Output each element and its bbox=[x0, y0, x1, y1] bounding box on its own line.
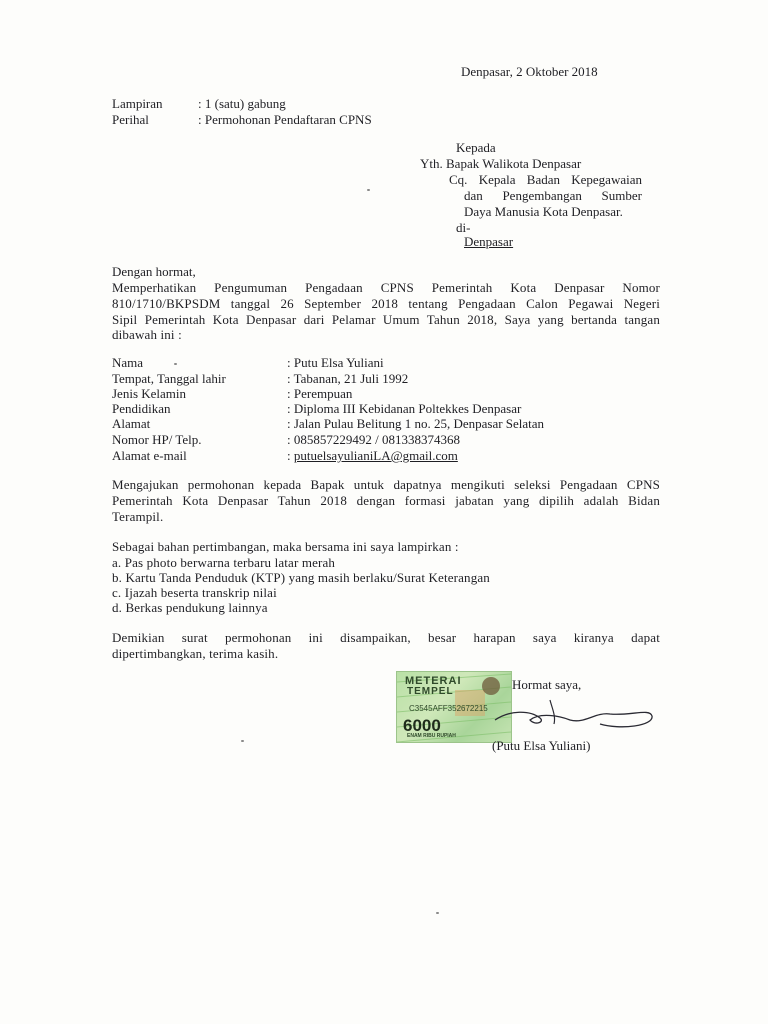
stamp-serial: C3545AFF352672215 bbox=[409, 704, 488, 713]
scan-speck bbox=[436, 912, 439, 914]
detail-label: Tempat, Tanggal lahir bbox=[112, 371, 226, 386]
detail-value: : Tabanan, 21 Juli 1992 bbox=[287, 371, 409, 386]
letter-date: Denpasar, 2 Oktober 2018 bbox=[461, 64, 598, 79]
closing-line: Demikian surat permohonan ini disampaikan, besar harapan saya kiranya dapat bbox=[112, 630, 660, 645]
stamp-value-words: ENAM RIBU RUPIAH bbox=[407, 733, 456, 739]
attachment-value: : 1 (satu) gabung bbox=[198, 96, 286, 111]
detail-value: : Perempuan bbox=[287, 386, 353, 401]
email-link[interactable]: putuelsayulianiLA@gmail.com bbox=[293, 448, 458, 463]
intro-line: dibawah ini : bbox=[112, 327, 182, 342]
attachment-item: a. Pas photo berwarna terbaru latar merah bbox=[112, 555, 336, 570]
signoff: Hormat saya, bbox=[512, 677, 582, 692]
recipient-cq-line: Daya Manusia Kota Denpasar. bbox=[464, 204, 623, 219]
intro-line: 810/1710/BKPSDM tanggal 26 September 2018 tentang Pengadaan Calon Pegawai Negeri bbox=[112, 296, 660, 311]
detail-value bbox=[287, 448, 458, 464]
recipient-kepada: Kepada bbox=[456, 140, 496, 155]
stamp-value: 6000 bbox=[403, 716, 441, 735]
subject-label: Perihal bbox=[112, 112, 149, 127]
detail-value: : Diploma III Kebidanan Poltekkes Denpasar bbox=[287, 401, 522, 416]
scan-speck bbox=[241, 740, 244, 742]
detail-label: Pendidikan bbox=[112, 401, 171, 416]
stamp-title-1: METERAI bbox=[405, 675, 462, 687]
request-line: Pemerintah Kota Denpasar Tahun 2018 dengan formasi jabatan yang dipilih adalah Bidan bbox=[112, 493, 660, 508]
scan-speck bbox=[367, 189, 370, 191]
request-line: Mengajukan permohonan kepada Bapak untuk dapatnya mengikuti seleksi Pengadaan CPNS bbox=[112, 477, 660, 492]
scan-speck bbox=[174, 363, 177, 365]
signer-name: (Putu Elsa Yuliani) bbox=[492, 738, 591, 753]
recipient-cq-line: Cq. Kepala Badan Kepegawaian bbox=[449, 172, 642, 187]
detail-label: Nomor HP/ Telp. bbox=[112, 432, 202, 447]
recipient-cq-line: dan Pengembangan Sumber bbox=[464, 188, 642, 203]
attachment-item: c. Ijazah beserta transkrip nilai bbox=[112, 585, 277, 600]
stamp-title-2: TEMPEL bbox=[407, 686, 454, 697]
detail-label: Jenis Kelamin bbox=[112, 386, 187, 401]
detail-value: : Jalan Pulau Belitung 1 no. 25, Denpasar Selatan bbox=[287, 416, 545, 431]
detail-value: : Putu Elsa Yuliani bbox=[287, 355, 384, 370]
attachment-item: b. Kartu Tanda Penduduk (KTP) yang masih berlaku/Surat Keterangan bbox=[112, 570, 490, 585]
detail-label: Alamat e-mail bbox=[112, 448, 187, 463]
recipient-city: Denpasar bbox=[464, 234, 514, 249]
closing-line: dipertimbangkan, terima kasih. bbox=[112, 646, 279, 661]
detail-label: Alamat bbox=[112, 416, 151, 431]
subject-value: : Permohonan Pendaftaran CPNS bbox=[198, 112, 372, 127]
detail-value: : 085857229492 / 081338374368 bbox=[287, 432, 460, 447]
recipient-yth: Yth. Bapak Walikota Denpasar bbox=[420, 156, 582, 171]
recipient-di: di- bbox=[456, 220, 471, 235]
attachments-intro: Sebagai bahan pertimbangan, maka bersama ini saya lampirkan : bbox=[112, 539, 459, 554]
signature-scribble bbox=[490, 690, 660, 740]
intro-line: Sipil Pemerintah Kota Denpasar dari Pelamar Umum Tahun 2018, Saya yang bertanda tangan bbox=[112, 312, 660, 327]
request-line: Terampil. bbox=[112, 509, 164, 524]
attachment-item: d. Berkas pendukung lainnya bbox=[112, 600, 268, 615]
email-prefix: : bbox=[287, 448, 294, 463]
detail-label: Nama bbox=[112, 355, 144, 370]
greeting: Dengan hormat, bbox=[112, 264, 196, 279]
attachment-label: Lampiran bbox=[112, 96, 163, 111]
intro-line: Memperhatikan Pengumuman Pengadaan CPNS Pemerintah Kota Denpasar Nomor bbox=[112, 280, 660, 295]
